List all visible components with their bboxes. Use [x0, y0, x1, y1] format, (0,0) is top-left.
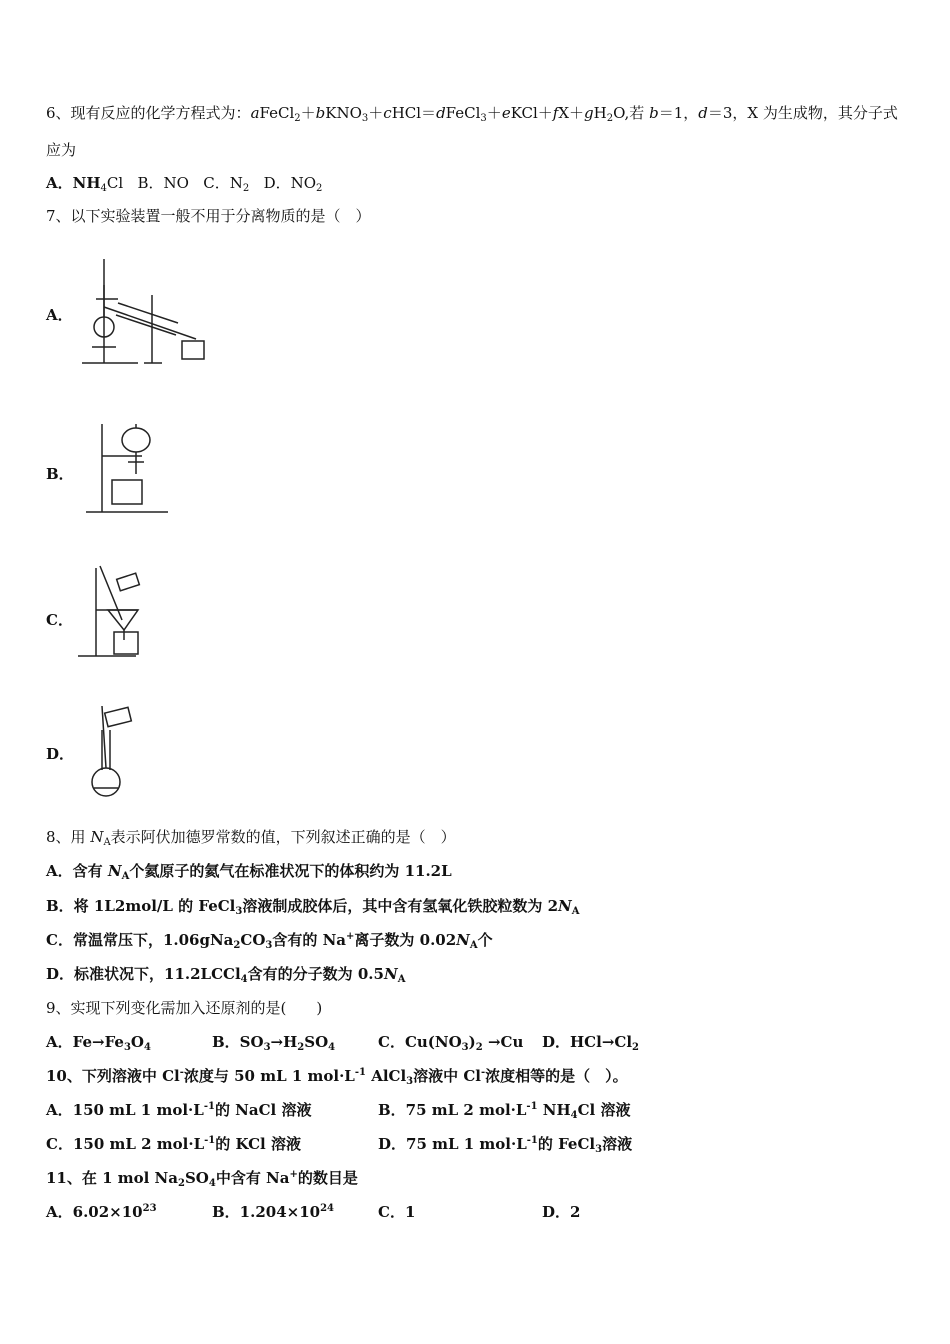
q9-option-c: C．$Cu(NO_3)_2 \to Cu$	[378, 1033, 524, 1053]
q9-option-d: D．$HCl\to Cl_2$	[542, 1033, 639, 1053]
q8-option-d: D．标准状况下，11.2LCCl$_4$含有的分子数为 $0.5N_A$	[46, 965, 406, 985]
q10-stem: 10、下列溶液中 Cl-浓度与 50 mL 1 $mol\cdot L^{-1}$ AlCl$_3$溶液中 Cl-浓度相等的是（ ）。	[46, 1067, 628, 1087]
q10-option-b: B．75 mL 2 $mol\cdot L^{-1}$ $NH_4Cl$ 溶液	[378, 1101, 631, 1121]
q7-option-d-label: D．	[46, 745, 75, 763]
q11-option-c: C．1	[378, 1203, 416, 1221]
q9-stem: 9、实现下列变化需加入还原剂的是( )	[46, 999, 323, 1017]
q9-option-b: B．$SO_3\to H_2SO_4$	[212, 1033, 336, 1053]
q7-option-b-label: B．	[46, 465, 74, 483]
q8-stem: 8、用 $N_A$表示阿伏加德罗常数的值，下列叙述正确的是（ ）	[46, 828, 456, 848]
volumetric-flask-icon	[88, 700, 140, 798]
separatory-funnel-icon	[84, 418, 174, 516]
q11-option-a: A．$6.02\times 10^{23}$	[46, 1203, 157, 1221]
q10-option-c: C．150 mL 2 $mol\cdot L^{-1}$的 KCl 溶液	[46, 1135, 301, 1153]
q9-option-a: A．$Fe\to Fe_3O_4$	[46, 1033, 151, 1053]
q10-option-a: A．150 mL 1 $mol\cdot L^{-1}$的 NaCl 溶液	[46, 1101, 312, 1119]
q7-option-c-label: C．	[46, 611, 73, 629]
q7-stem: 7、以下实验装置一般不用于分离物质的是（ ）	[46, 207, 371, 225]
q6-stem-line2: 应为	[46, 141, 77, 159]
q7-option-a-label: A．	[46, 306, 73, 324]
q11-option-b: B．$1.204\times 10^{24}$	[212, 1203, 335, 1221]
q8-option-a: A．含有 $N_A$个氦原子的氦气在标准状况下的体积约为 11.2L	[46, 862, 452, 882]
q10-option-d: D．75 mL 1 $mol\cdot L^{-1}$的 FeCl$_3$溶液	[378, 1135, 633, 1155]
q11-option-d: D．2	[542, 1203, 581, 1221]
distillation-apparatus-icon	[78, 255, 208, 367]
q8-option-b: B．将 1L2mol/L 的 FeCl$_3$溶液制成胶体后，其中含有氢氧化铁胶粒数为 $2N_A$	[46, 897, 580, 917]
q6-options: A．$NH_4Cl$ B．NO C．$N_2$ D．$NO_2$	[46, 174, 323, 194]
q6-stem-line1: 6、现有反应的化学方程式为：$aFeCl_2+bKNO_3+cHCl=dFeCl_3+eKCl+fX+gH_2O$,若 b＝1，d＝3，X 为生成物，其分子式	[46, 104, 898, 124]
q8-option-c: C．常温常压下，$1.06gNa_2CO_3$含有的 Na+离子数为 $0.02N_A$个	[46, 931, 493, 951]
q11-stem: 11、在 1 mol $Na_2SO_4$中含有 Na+的数目是	[46, 1169, 358, 1189]
filtration-icon	[76, 562, 148, 660]
